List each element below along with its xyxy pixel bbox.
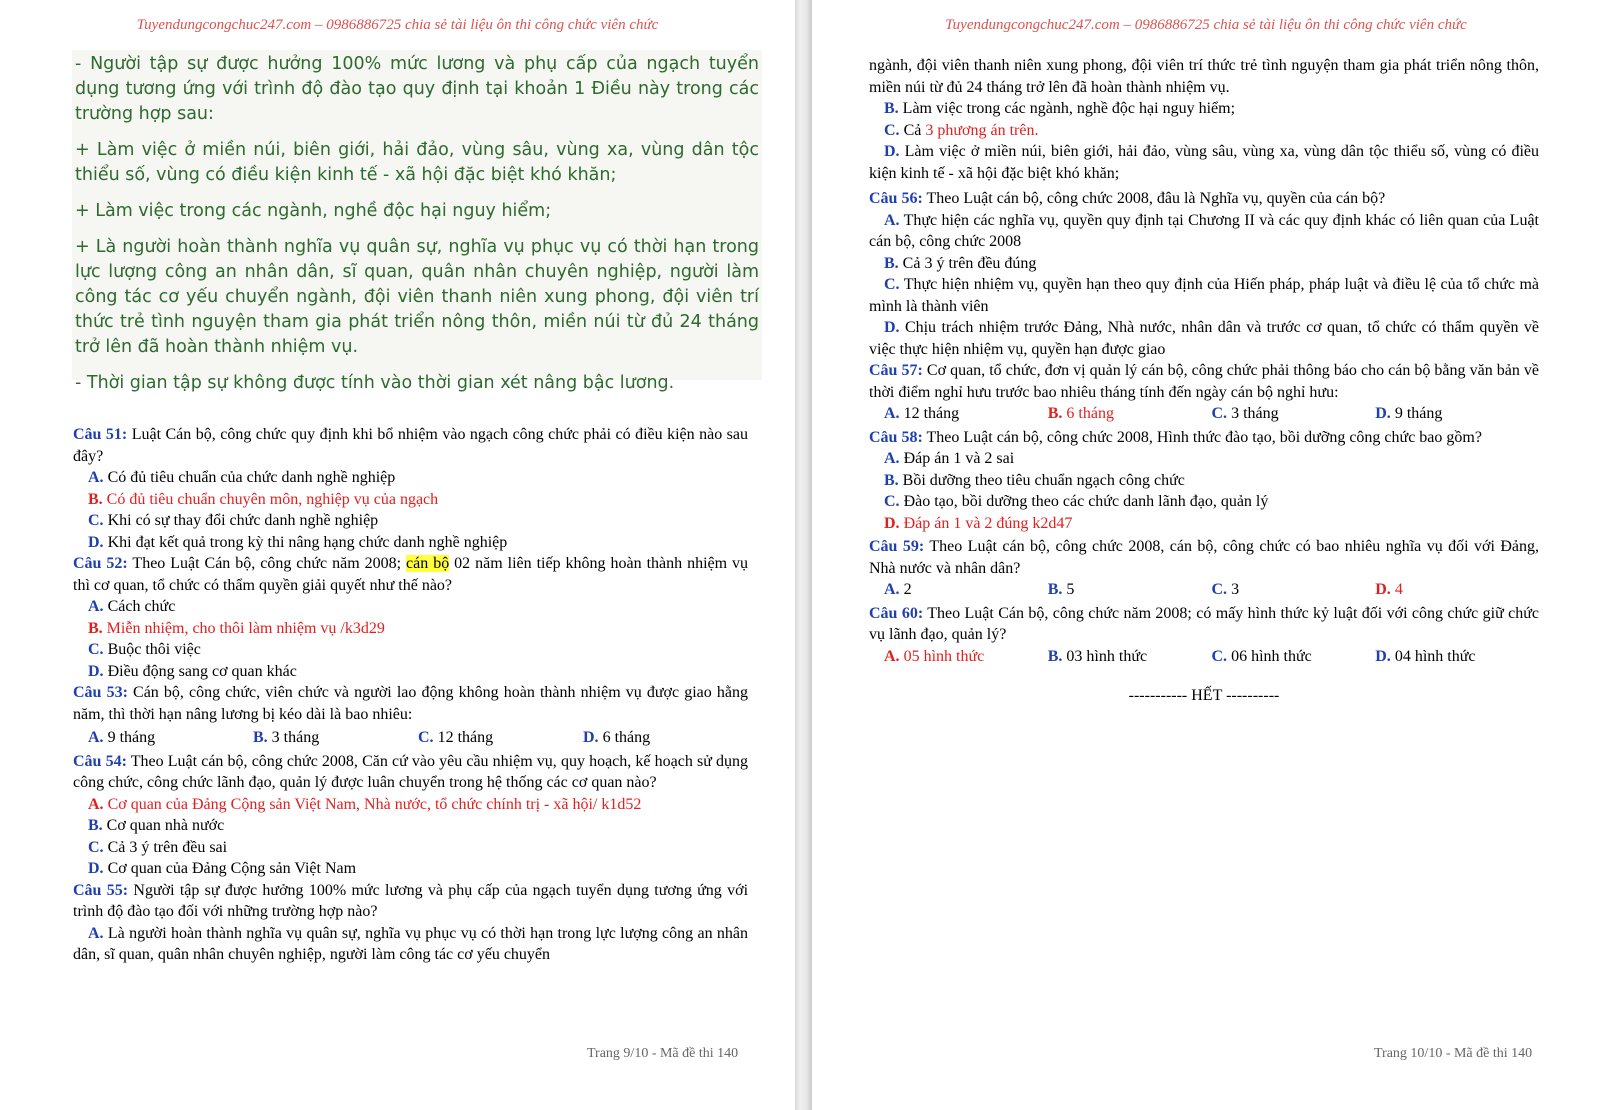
option-letter: D. <box>884 143 900 160</box>
question-text: Luật Cán bộ, công chức quy định khi bổ nhiệm vào ngạch công chức phải có điều kiện nào sau đây? <box>73 426 749 465</box>
option-d <box>1375 403 1539 425</box>
option-a <box>884 448 1539 470</box>
option-a <box>884 403 1048 425</box>
option-text: Đáp án 1 và 2 đúng k2d47 <box>899 514 1073 532</box>
question-56 <box>869 188 1539 210</box>
option-text: Buộc thôi việc <box>103 641 201 658</box>
option-letter: C. <box>1211 581 1228 598</box>
option-letter: C. <box>884 493 900 510</box>
option-letter: D. <box>88 533 104 551</box>
option-b <box>884 253 1539 275</box>
question-53 <box>73 682 748 725</box>
option-c <box>88 639 748 661</box>
option-letter: C. <box>88 512 104 529</box>
option-letter: C. <box>88 838 104 856</box>
option-a <box>884 579 1048 601</box>
note-paragraph: + Làm việc ở miền núi, biên giới, hải đảo, vùng sâu, vùng xa, vùng dân tộc thiểu số, vùng có điều kiện kinh tế - xã hội đặc biệt khó khăn; <box>75 140 759 185</box>
question-text: Theo Luật Cán bộ, công chức năm 2008; <box>127 555 407 572</box>
question-59 <box>869 536 1539 579</box>
questions-left <box>73 424 748 966</box>
option-letter: B. <box>88 817 103 834</box>
option-letter: D. <box>884 319 900 336</box>
option-text: 3 tháng <box>1227 405 1279 422</box>
option-b <box>884 98 1539 120</box>
option-text: 4 <box>1390 581 1403 598</box>
option-d <box>869 141 1539 184</box>
option-text: 6 tháng <box>1062 405 1114 422</box>
option-text: Là người hoàn thành nghĩa vụ quân sự, nghĩa vụ phục vụ có thời hạn trong lực lượng công an nhân dân, sĩ quan, quân nhân chuyên nghiệp, người làm công tác cơ yếu chuyển <box>73 924 748 963</box>
question-number: Câu 56: <box>869 190 923 207</box>
option-d <box>88 661 748 683</box>
options-row <box>884 579 1539 601</box>
question-number: Câu 51: <box>73 426 128 443</box>
option-letter: D. <box>88 662 104 680</box>
option-text: Chịu trách nhiệm trước Đảng, Nhà nước, nhân dân và trước cơ quan, tổ chức có thẩm quyền về việc thực hiện nhiệm vụ, quyền hạn được giao <box>869 319 1539 358</box>
option-c <box>418 727 583 749</box>
question-text: Theo Luật Cán bộ, công chức năm 2008; có mấy hình thức kỷ luật đối với công chức giữ chức vụ lãnh đạo, quản lý? <box>869 604 1540 643</box>
option-c <box>1212 646 1376 668</box>
option-text: 3 <box>1227 581 1240 598</box>
option-letter: B. <box>1047 405 1063 422</box>
option-letter: A. <box>884 647 900 665</box>
option-letter: B. <box>1047 647 1063 665</box>
option-a <box>88 467 748 489</box>
option-text: 03 hình thức <box>1062 647 1148 665</box>
option-letter: D. <box>884 514 900 532</box>
option-d <box>88 858 748 880</box>
option-text: 3 tháng <box>267 729 320 746</box>
option-text: Làm việc ở miền núi, biên giới, hải đảo, vùng sâu, vùng xa, vùng dân tộc thiểu số, vùng có điều kiện kinh tế - xã hội đặc biệt khó khăn; <box>869 143 1539 182</box>
option-letter: C. <box>1211 405 1228 422</box>
option-text: Khi có sự thay đổi chức danh nghề nghiệp <box>103 512 379 529</box>
option-letter: D. <box>1375 581 1391 598</box>
option-letter: A. <box>884 405 900 422</box>
option-text: 12 tháng <box>433 729 494 746</box>
option-text: 6 tháng <box>598 729 651 746</box>
option-c <box>884 491 1539 513</box>
option-letter: C. <box>884 121 900 139</box>
highlighted-note-block <box>72 50 762 393</box>
option-text: 05 hình thức <box>899 647 985 665</box>
option-letter: B. <box>88 619 103 637</box>
option-b-answer <box>1048 403 1212 425</box>
option-c <box>88 837 748 859</box>
option-c <box>884 120 1539 142</box>
option-text: Cả 3 ý trên đều đúng <box>898 254 1037 272</box>
option-text: Đào tạo, bồi dưỡng theo các chức danh lãnh đạo, quản lý <box>899 493 1269 510</box>
question-text: Cán bộ, công chức, viên chức và người lao động không hoàn thành nhiệm vụ được giao hằng năm, thì thời hạn nâng lương bị kéo dài là bao nhiêu: <box>73 684 749 723</box>
options-row <box>884 403 1539 425</box>
option-letter: A. <box>88 729 104 746</box>
question-58 <box>869 427 1539 449</box>
option-letter: D. <box>1375 647 1391 665</box>
question-text: Theo Luật cán bộ, công chức 2008, Căn cứ vào yêu cầu nhiệm vụ, quy hoạch, kế hoạch sử dụng công chức, công chức lãnh đạo, quản lý được luân chuyển trong hệ thống các cơ quan nào? <box>73 752 749 791</box>
question-55 <box>73 880 748 923</box>
options-row <box>88 727 748 749</box>
question-number: Câu 57: <box>869 362 923 379</box>
option-text: Cơ quan của Đảng Cộng sản Việt Nam, Nhà nước, tổ chức chính trị - xã hội/ k1d52 <box>103 795 642 813</box>
option-letter: A. <box>88 795 104 813</box>
question-54 <box>73 751 748 794</box>
option-text: 12 tháng <box>899 405 960 422</box>
option-letter: C. <box>418 729 434 746</box>
option-letter: D. <box>583 729 599 746</box>
page-footer: Trang 9/10 - Mã đề thi 140 <box>587 1046 739 1061</box>
page-gutter <box>795 0 812 1110</box>
option-letter: C. <box>1211 647 1228 665</box>
option-text: Đáp án 1 và 2 sai <box>899 450 1015 467</box>
option-a <box>88 596 748 618</box>
question-text: Cơ quan, tổ chức, đơn vị quản lý cán bộ, công chức phải thông báo cho cán bộ bằng văn bản về thời điểm nghỉ hưu trước bao nhiêu tháng tính đến ngày cán bộ nghỉ hưu: <box>869 362 1540 401</box>
option-letter: A. <box>884 211 900 229</box>
question-52 <box>73 553 748 596</box>
option-letter: B. <box>253 729 268 746</box>
option-c <box>869 274 1539 317</box>
page-9 <box>0 0 795 1110</box>
option-letter: B. <box>884 100 899 117</box>
option-letter: B. <box>88 490 103 508</box>
note-paragraph: - Người tập sự được hưởng 100% mức lương và phụ cấp của ngạch tuyển dụng tương ứng với trình độ đào tạo quy định tại khoản 1 Điều này trong các trường hợp sau: <box>75 54 759 124</box>
option-text: Có đủ tiêu chuẩn của chức danh nghề nghiệp <box>103 469 396 486</box>
option-letter: B. <box>884 471 899 489</box>
end-marker: ----------- HẾT ---------- <box>1128 687 1280 704</box>
options-row <box>884 646 1539 668</box>
option-letter: A. <box>88 469 104 486</box>
option-text: Cơ quan của Đảng Cộng sản Việt Nam <box>103 860 357 877</box>
option-d <box>583 727 748 749</box>
option-text: Thực hiện các nghĩa vụ, quyền quy định tại Chương II và các quy định khác có liên quan của Luật cán bộ, công chức 2008 <box>869 211 1539 250</box>
page-10 <box>812 0 1600 1110</box>
question-text: Người tập sự được hưởng 100% mức lương và phụ cấp của ngạch tuyển dụng tương ứng với trình độ đào tạo đối với những trường hợp nào? <box>73 881 749 920</box>
option-text: Miễn nhiệm, cho thôi làm nhiệm vụ /k3d29 <box>102 619 385 637</box>
question-number: Câu 55: <box>73 881 129 899</box>
question-51 <box>73 424 748 467</box>
option-letter: C. <box>88 641 104 658</box>
option-text: Khi đạt kết quả trong kỳ thi nâng hạng chức danh nghề nghiệp <box>103 533 508 551</box>
option-text: Điều động sang cơ quan khác <box>103 662 297 680</box>
option-text: 9 tháng <box>1390 405 1443 422</box>
option-letter: A. <box>88 598 104 615</box>
question-text: Theo Luật cán bộ, công chức 2008, cán bộ, công chức có bao nhiêu nghĩa vụ đối với Đảng, Nhà nước và nhân dân? <box>869 538 1539 577</box>
option-text: Thực hiện nhiệm vụ, quyền hạn theo quy định của Hiến pháp, pháp luật và điều lệ của tổ chức mà mình là thành viên <box>869 276 1539 315</box>
page-header: Tuyendungcongchuc247.com – 0986886725 chia sẻ tài liệu ôn thi công chức viên chức <box>945 17 1467 33</box>
option-text: Cách chức <box>103 598 176 615</box>
option-b <box>1048 579 1212 601</box>
option-text: 04 hình thức <box>1390 647 1476 665</box>
note-paragraph: + Là người hoàn thành nghĩa vụ quân sự, nghĩa vụ phục vụ có thời hạn trong lực lượng công an nhân dân, sĩ quan, quân nhân chuyên nghiệp, người làm công tác cơ yếu chuyển ngành, đội viên thanh niên xung phong, đội viên trí thức trẻ tình nguyện tham gia phát triển nông thôn, miền núi từ đủ 24 tháng trở lên đã hoàn thành nhiệm vụ. <box>75 237 759 357</box>
option-letter: A. <box>884 581 900 598</box>
note-paragraph: - Thời gian tập sự không được tính vào thời gian xét nâng bậc lương. <box>75 373 675 393</box>
option-a-answer <box>884 646 1048 668</box>
note-paragraph: + Làm việc trong các ngành, nghề độc hại nguy hiểm; <box>75 201 552 221</box>
option-letter: A. <box>88 924 104 942</box>
continued-text: ngành, đội viên thanh niên xung phong, đội viên trí thức trẻ tình nguyện tham gia phát triển nông thôn, miền núi từ đủ 24 tháng trở lên đã hoàn thành nhiệm vụ. <box>869 57 1539 96</box>
option-a <box>869 210 1539 253</box>
option-d <box>1375 646 1539 668</box>
option-letter: A. <box>884 450 900 467</box>
option-text: Làm việc trong các ngành, nghề độc hại nguy hiểm; <box>898 100 1236 117</box>
option-b <box>884 470 1539 492</box>
question-60 <box>869 603 1539 646</box>
questions-right <box>869 55 1539 707</box>
option-letter: B. <box>884 254 899 272</box>
page-header: Tuyendungcongchuc247.com – 0986886725 chia sẻ tài liệu ôn thi công chức viên chức <box>136 17 659 33</box>
question-57 <box>869 360 1539 403</box>
option-b <box>1048 646 1212 668</box>
highlighted-text: cán bộ <box>406 555 450 572</box>
option-a <box>88 727 253 749</box>
option-c <box>1212 403 1376 425</box>
option-letter: C. <box>884 276 900 293</box>
option-a <box>73 923 748 966</box>
option-letter: D. <box>1375 405 1391 422</box>
option-text: Cả <box>899 121 926 139</box>
question-number: Câu 60: <box>869 604 924 622</box>
option-d-answer <box>1375 579 1539 601</box>
option-text: 9 tháng <box>103 729 156 746</box>
option-letter: D. <box>88 860 104 877</box>
option-text: 5 <box>1062 581 1075 598</box>
question-number: Câu 54: <box>73 752 127 770</box>
question-text: 02 năm liên tiếp không hoàn thành nhiệm vụ thì cơ quan, tổ chức có thẩm quyền giải quyết như thế nào? <box>73 555 749 594</box>
question-text: Theo Luật cán bộ, công chức 2008, đâu là Nghĩa vụ, quyền của cán bộ? <box>922 190 1386 207</box>
option-letter: B. <box>1047 581 1063 598</box>
option-c <box>88 510 748 532</box>
option-text: 06 hình thức <box>1227 647 1312 665</box>
option-text: Cơ quan nhà nước <box>102 817 225 834</box>
option-text: Bồi dưỡng theo tiêu chuẩn ngạch công chức <box>898 471 1185 489</box>
option-d-answer <box>884 513 1539 535</box>
option-a-answer <box>88 794 748 816</box>
option-b-answer <box>88 618 748 640</box>
option-b <box>88 815 748 837</box>
option-b-answer <box>88 489 748 511</box>
option-d <box>88 532 748 554</box>
option-text: Có đủ tiêu chuẩn chuyên môn, nghiệp vụ của ngạch <box>102 490 439 508</box>
option-d <box>869 317 1539 360</box>
question-number: Câu 52: <box>73 555 128 572</box>
question-number: Câu 53: <box>73 684 128 701</box>
question-text: Theo Luật cán bộ, công chức 2008, Hình thức đào tạo, bồi dưỡng công chức bao gồm? <box>922 428 1482 446</box>
option-b <box>253 727 418 749</box>
answer-text: 3 phương án trên. <box>925 121 1039 139</box>
option-text: 2 <box>899 581 912 598</box>
question-number: Câu 59: <box>869 538 925 555</box>
page-footer: Trang 10/10 - Mã đề thi 140 <box>1374 1046 1533 1061</box>
option-text: Cả 3 ý trên đều sai <box>103 838 228 856</box>
option-c <box>1212 579 1376 601</box>
question-number: Câu 58: <box>869 428 923 446</box>
